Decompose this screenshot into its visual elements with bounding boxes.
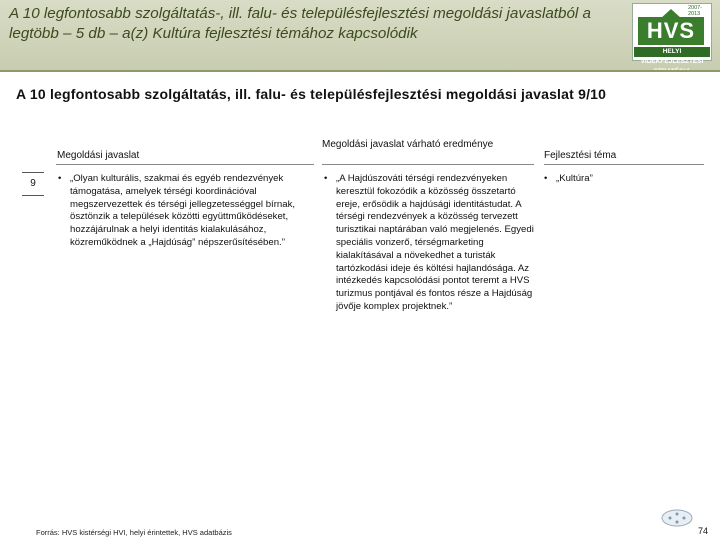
- bullet-icon: •: [544, 173, 548, 184]
- bullet-icon: •: [58, 173, 62, 184]
- header-underline-result: [322, 164, 534, 165]
- logo-text: HVS: [638, 17, 704, 45]
- column-header-result: Megoldási javaslat várható eredménye: [322, 139, 494, 150]
- topic-text: „Kultúra”: [556, 173, 593, 184]
- source-note: Forrás: HVS kistérségi HVI, helyi érintettek, HVS adatbázis: [36, 528, 232, 537]
- solution-text: „Olyan kulturális, szakmai és egyéb rendezvények támogatása, amelyek térségi koordinációval megszervezettek és térségi jellegzetességgel bírnak, ösztönzik a települések közötti együttműködéseket, hozzájárulnak a helyi identitás kialakulásához, közreműködnek a „Hajdúság” népszerűsítésében.”: [70, 173, 296, 248]
- header-divider: [0, 70, 720, 72]
- header-underline-topic: [544, 164, 704, 165]
- result-text: „A Hajdúszováti térségi rendezvényeken keresztül fokozódik a közösség összetartó ereje, erősödik a hajdúsági identitástudat. A térségi rendezvények a közösség tervezett turisztikai naptárában való megjelenés. Egyedi speciális vonzerő, térségmarketing kialakításával a növekedhet a turisták tartózkodási ideje és költési hajlandósága. Az intézkedés kapcsolódási pontot teremt a HVS turizmus pontjával és fontos része a Hajdúság jövője komplex projektnek.”: [336, 173, 534, 312]
- column-header-solution: Megoldási javaslat: [57, 150, 140, 161]
- bullet-icon: •: [324, 173, 328, 184]
- topic-cell: [544, 173, 664, 193]
- header-banner: [0, 0, 720, 70]
- column-header-topic: Fejlesztési téma: [544, 150, 617, 161]
- logo-badge: 2007-2013: [688, 5, 703, 17]
- hvs-logo: [632, 3, 712, 65]
- eu-stars-icon: [660, 508, 694, 528]
- row-number: 9: [22, 172, 44, 196]
- slide-subtitle: A 10 legfontosabb szolgáltatás, ill. falu- és településfejlesztési megoldási javaslat 9/10: [16, 86, 607, 102]
- solution-cell: [58, 173, 328, 303]
- result-cell: [324, 173, 544, 373]
- page-number: 74: [698, 526, 709, 536]
- header-underline-solution: [56, 164, 314, 165]
- slide-title: A 10 legfontosabb szolgáltatás-, ill. falu- és településfejlesztési megoldási javaslatból a legtöbb – 5 db – a(z) Kultúra fejlesztési témához kapcsolódik: [9, 5, 591, 42]
- logo-caption: HELYI VIDÉKFEJLESZTÉSI: [634, 47, 710, 57]
